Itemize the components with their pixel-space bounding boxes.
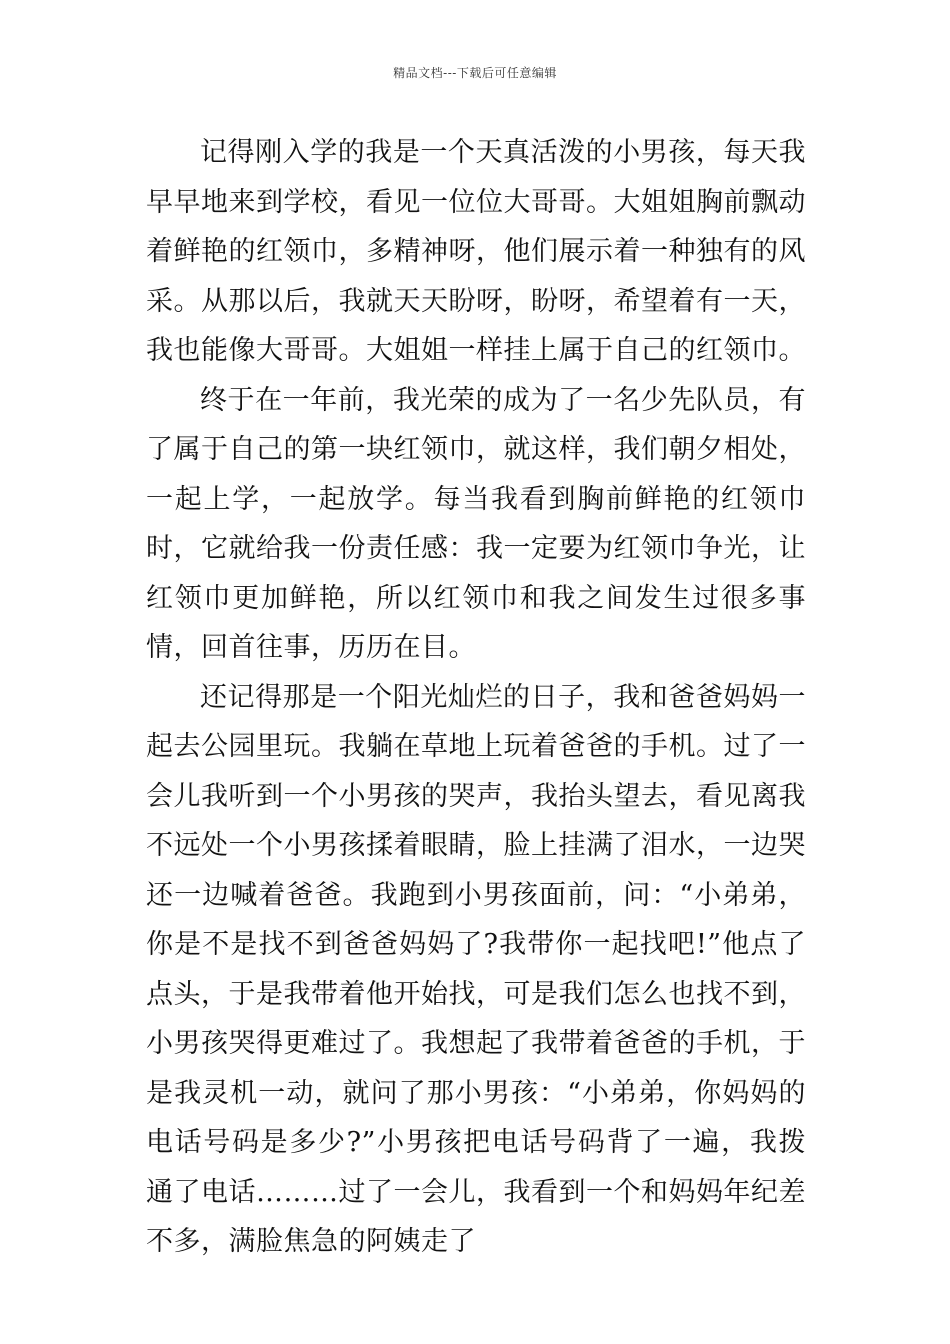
paragraph-3: 还记得那是一个阳光灿烂的日子，我和爸爸妈妈一起去公园里玩。我躺在草地上玩着爸爸的手机。过了一会儿我听到一个小男孩的哭声，我抬头望去，看见离我不远处一个小男孩揉着眼睛，脸上挂满了泪水，一边哭还一边喊着爸爸。我跑到小男孩面前，问：“小弟弟，你是不是找不到爸爸妈妈了?我带你一起找吧!”他点了点头，于是我带着他开始找，可是我们怎么也找不到，小男孩哭得更难过了。我想起了我带着爸爸的手机，于是我灵机一动，就问了那小男孩：“小弟弟，你妈妈的电话号码是多少?”小男孩把电话号码背了一遍，我拨通了电话………过了一会儿，我看到一个和妈妈年纪差不多，满脸焦急的阿姨走了 [146,681,806,1257]
page-header: 精品文档---下载后可任意编辑 [393,66,557,80]
paragraph-2: 终于在一年前，我光荣的成为了一名少先队员，有了属于自己的第一块红领巾，就这样，我们朝夕相处，一起上学，一起放学。每当我看到胸前鲜艳的红领巾时，它就给我一份责任感：我一定要为红领巾争光，让红领巾更加鲜艳，所以红领巾和我之间发生过很多事情，回首往事，历历在目。 [146,384,806,663]
paragraph-1: 记得刚入学的我是一个天真活泼的小男孩，每天我早早地来到学校，看见一位位大哥哥。大姐姐胸前飘动着鲜艳的红领巾，多精神呀，他们展示着一种独有的风采。从那以后，我就天天盼呀，盼呀，希望着有一天，我也能像大哥哥。大姐姐一样挂上属于自己的红领巾。 [146,137,806,366]
document-body [146,128,806,1267]
